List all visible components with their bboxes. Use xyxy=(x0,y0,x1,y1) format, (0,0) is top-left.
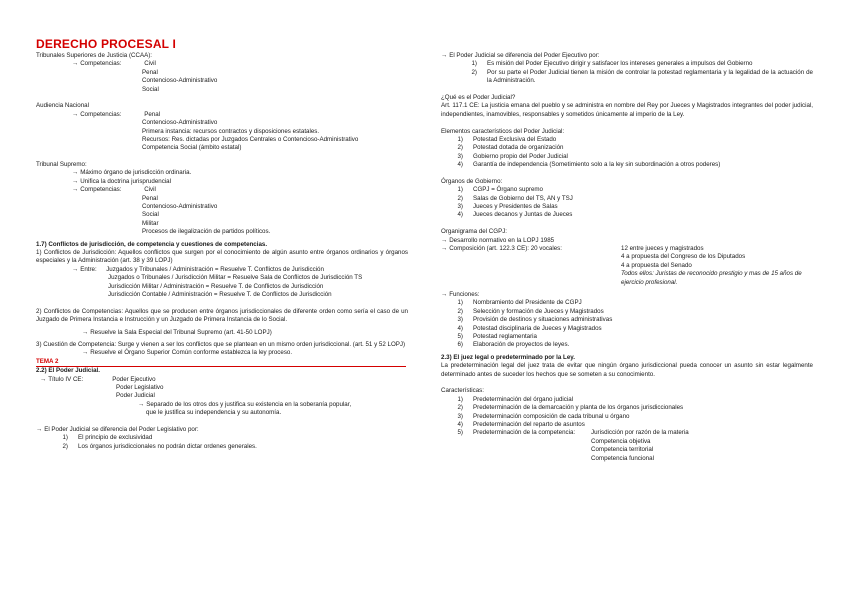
list-item: 3) Predeterminación composición de cada tribunal u órgano xyxy=(457,412,630,420)
list-item: Competencia Social (ámbito estatal) xyxy=(142,144,242,152)
list-item: Jurisdicción por razón de la materia xyxy=(591,429,689,437)
list-item: Contencioso-Administrativo xyxy=(142,77,218,85)
arrow-icon: → xyxy=(82,349,89,357)
list-item: 4) Jueces decanos y Juntas de Jueces xyxy=(457,211,573,219)
list-item: Poder Legislativo xyxy=(116,383,164,391)
entre-line: → Entre: Juzgados y Tribunales / Administración = Resuelve T. Conflictos de Jurisdicción xyxy=(72,265,324,273)
ts-line: → Máximo órgano de jurisdicción ordinaria. xyxy=(72,169,192,177)
arrow-icon: → xyxy=(72,177,79,185)
list-item: 5) Potestad reglamentaria xyxy=(457,333,537,341)
paragraph: 3) Cuestión de Competencia: Surge y vienen a ser los conflictos que se plantean en un mismo orden jurisdiccional. (art. 51 y 52 LOPJ) xyxy=(36,340,406,348)
resolution-line: → Resuelve el Órgano Superior Común conforme establezca la ley proceso. xyxy=(82,349,293,357)
arrow-icon: → xyxy=(72,110,79,118)
arrow-icon: → xyxy=(36,425,43,433)
elementos-heading: Elementos característicos del Poder Judicial: xyxy=(441,127,565,135)
tema-label: TEMA 2 xyxy=(36,357,59,365)
list-item: Competencia objetiva xyxy=(591,437,651,445)
list-item: 2) Selección y formación de Jueces y Magistrados xyxy=(457,307,604,315)
tema-divider xyxy=(36,358,406,367)
competencia-block: 5) Predeterminación de la competencia: Jurisdicción por razón de la materia Competencia objetiva Competencia territorial Competencia funcional xyxy=(457,429,689,462)
ts-heading: Tribunal Supremo: xyxy=(36,161,87,169)
list-item: 2) Salas de Gobierno del TS, AN y TSJ xyxy=(457,194,573,202)
arrow-icon: → xyxy=(40,375,47,383)
titulo-line: → Título IV CE: Poder Ejecutivo xyxy=(40,375,156,383)
ts-competencias: → Competencias: Civil xyxy=(72,186,156,194)
list-item: 2) Por su parte el Poder Judicial tienen la misión de controlar la potestad reglamentaria y la legalidad de la actuación de la Administración. xyxy=(471,68,813,85)
list-item: 2) Potestad dotada de organización xyxy=(457,144,564,152)
list-item: Poder Judicial xyxy=(116,392,155,400)
list-item: 1) El principio de exclusividad xyxy=(62,434,153,442)
an-competencias: → Competencias: Penal xyxy=(72,110,161,118)
list-item: Recursos: Res. dictadas por Juzgados Centrales o Contencioso-Administrativo xyxy=(142,135,359,143)
list-item: 4) Potestad disciplinaria de Jueces y Magistrados xyxy=(457,324,602,332)
arrow-icon: → xyxy=(441,236,448,244)
paragraph: 2) Conflictos de Competencias: Aquellos que se producen entre órganos jurisdiccionales de diferente orden como sería el caso de un Juzgado de Primera Instancia e Instrucción y un Juzgado de Primera Instancia de lo Social. xyxy=(36,307,408,324)
list-item: 6) Elaboración de proyectos de leyes. xyxy=(457,341,570,349)
arrow-icon: → xyxy=(441,291,448,299)
list-item: 3) Provisión de destinos y situaciones administrativas xyxy=(457,316,613,324)
list-item: Penal xyxy=(142,194,158,202)
composicion-block: → Composición (art. 122.3 CE): 20 vocales: 12 entre jueces y magistrados 4 a propuesta del Congreso de los Diputados 4 a propuesta del Senado Todos ellos: Juristas de reconocido prestigio y mas de 15 años de ejercicio profesional. xyxy=(441,245,813,287)
list-item: Social xyxy=(142,211,159,219)
list-item: Penal xyxy=(142,68,158,76)
list-item: 1) Predeterminación del órgano judicial xyxy=(457,395,574,403)
paragraph: La predeterminación legal del juez trata de evitar que ningún órgano jurisdiccional pueda conocer un asunto sin estar legalmente determinado antes de suceder los hechos que se someten a su conocimiento. xyxy=(441,362,813,378)
arrow-icon: → xyxy=(72,60,79,68)
list-item: Contencioso-Administrativo xyxy=(142,203,218,211)
list-item: Militar xyxy=(142,219,159,227)
note: Todos ellos: Juristas de reconocido prestigio y mas de 15 años de ejercicio profesional. xyxy=(621,270,802,286)
ts-line: → Unifica la doctrina jurisprudencial xyxy=(72,177,171,185)
tsj-competencias: → Competencias: Civil xyxy=(72,60,156,68)
list-item: 4) Garantía de independencia (Sometimiento solo a la ley sin subordinación a otros poderes) xyxy=(457,161,721,169)
separado-line-2: que le justifica su independencia y su autonomía. xyxy=(146,409,282,417)
list-item: 2) Los órganos jurisdiccionales no podrán dictar ordenes generales. xyxy=(62,442,257,450)
arrow-icon: → xyxy=(441,52,448,59)
arrow-icon: → xyxy=(138,400,145,408)
list-item: Jurisdicción Militar / Administración = Resuelve T. de Conflictos de Jurisdicción xyxy=(108,282,324,290)
arrow-icon: → xyxy=(72,265,79,273)
list-item: Competencia territorial xyxy=(591,446,654,454)
separado-line: → Separado de los otros dos y justifica su existencia en la soberanía popular, xyxy=(138,400,352,408)
organos-heading: Órganos de Gobierno: xyxy=(441,177,503,185)
page-title: DERECHO PROCESAL I xyxy=(36,37,177,51)
list-item: Procesos de ilegalización de partidos políticos. xyxy=(142,228,271,236)
paragraph: 1) Conflictos de Jurisdicción: Aquellos conflictos que surgen por el conocimiento de algún asunto entre órganos ordinarios y órganos especiales y la Administración (art. 38 y 39 LOPJ) xyxy=(36,248,408,265)
que-es-heading: ¿Qué es el Poder Judicial? xyxy=(441,93,516,101)
list-item: 1) Potestad Exclusiva del Estado xyxy=(457,135,557,143)
organigrama-line: → Desarrollo normativo en la LOPJ 1985 xyxy=(441,236,555,244)
list-item: 3) Jueces y Presidentes de Salas xyxy=(457,203,558,211)
section-heading-2-2: 2.2) El Poder Judicial. xyxy=(36,367,100,375)
list-item: 2) Predeterminación de la demarcación y planta de los órganos jurisdiccionales xyxy=(457,404,684,412)
section-heading-2-3: 2.3) El juez legal o predeterminado por la Ley. xyxy=(441,353,575,361)
list-item: Competencia funcional xyxy=(591,454,654,462)
list-item: 4 a propuesta del Senado xyxy=(621,261,692,269)
list-item: 1) CGPJ = Órgano supremo xyxy=(457,186,543,194)
arrow-icon: → xyxy=(82,328,89,336)
left-column xyxy=(36,52,408,451)
list-item: Contencioso-Administrativo xyxy=(142,119,218,127)
resolution-line: → Resuelve la Sala Especial del Tribunal Supremo (art. 41-50 LOPJ) xyxy=(82,328,272,336)
list-item: 12 entre jueces y magistrados xyxy=(621,245,704,253)
list-item: Juzgados o Tribunales / Jurisdicción Militar = Resuelve Sala de Conflictos de Jurisdicción TS xyxy=(108,274,363,282)
dif-ejecutivo: → El Poder Judicial se diferencia del Poder Ejecutivo por: xyxy=(441,52,600,59)
funciones-heading: → Funciones: xyxy=(441,291,480,299)
list-item: 4 a propuesta del Congreso de los Diputados xyxy=(621,253,746,261)
list-item: 3) Gobierno propio del Poder Judicial xyxy=(457,152,568,160)
list-item: 1) Es misión del Poder Ejecutivo dirigir y satisfacer los intereses generales a impulsos del Gobierno xyxy=(471,60,753,68)
section-heading-1-7: 1.7) Conflictos de jurisdicción, de competencia y cuestiones de competencias. xyxy=(36,240,268,248)
paragraph: Art. 117.1 CE: La justicia emana del pueblo y se administra en nombre del Rey por Jueces y Magistrados integrantes del poder judicial, independientes, inamovibles, responsables y sometidos únicamente al imperio de la Ley. xyxy=(441,102,813,118)
an-heading: Audiencia Nacional xyxy=(36,102,89,110)
arrow-icon: → xyxy=(72,169,79,177)
organigrama-heading: Organigrama del CGPJ: xyxy=(441,228,508,236)
dif-legislativo: → El Poder Judicial se diferencia del Poder Legislativo por: xyxy=(36,425,199,433)
arrow-icon: → xyxy=(72,186,79,194)
list-item: 4) Predeterminación del reparto de asuntos xyxy=(457,420,585,428)
tsj-heading: Tribunales Superiores de Justicia (CCAA): xyxy=(36,52,153,59)
caracteristicas-heading: Características: xyxy=(441,387,484,395)
list-item: Social xyxy=(142,85,159,93)
right-column xyxy=(441,52,813,463)
list-item: Jurisdicción Contable / Administración = Resuelve T. de Conflictos de Jurisdicción xyxy=(108,290,332,298)
list-item: 1) Nombramiento del Presidente de CGPJ xyxy=(457,299,582,307)
arrow-icon: → xyxy=(441,245,448,253)
list-item: Primera instancia: recursos contractos y disposiciones estatales. xyxy=(142,127,320,135)
